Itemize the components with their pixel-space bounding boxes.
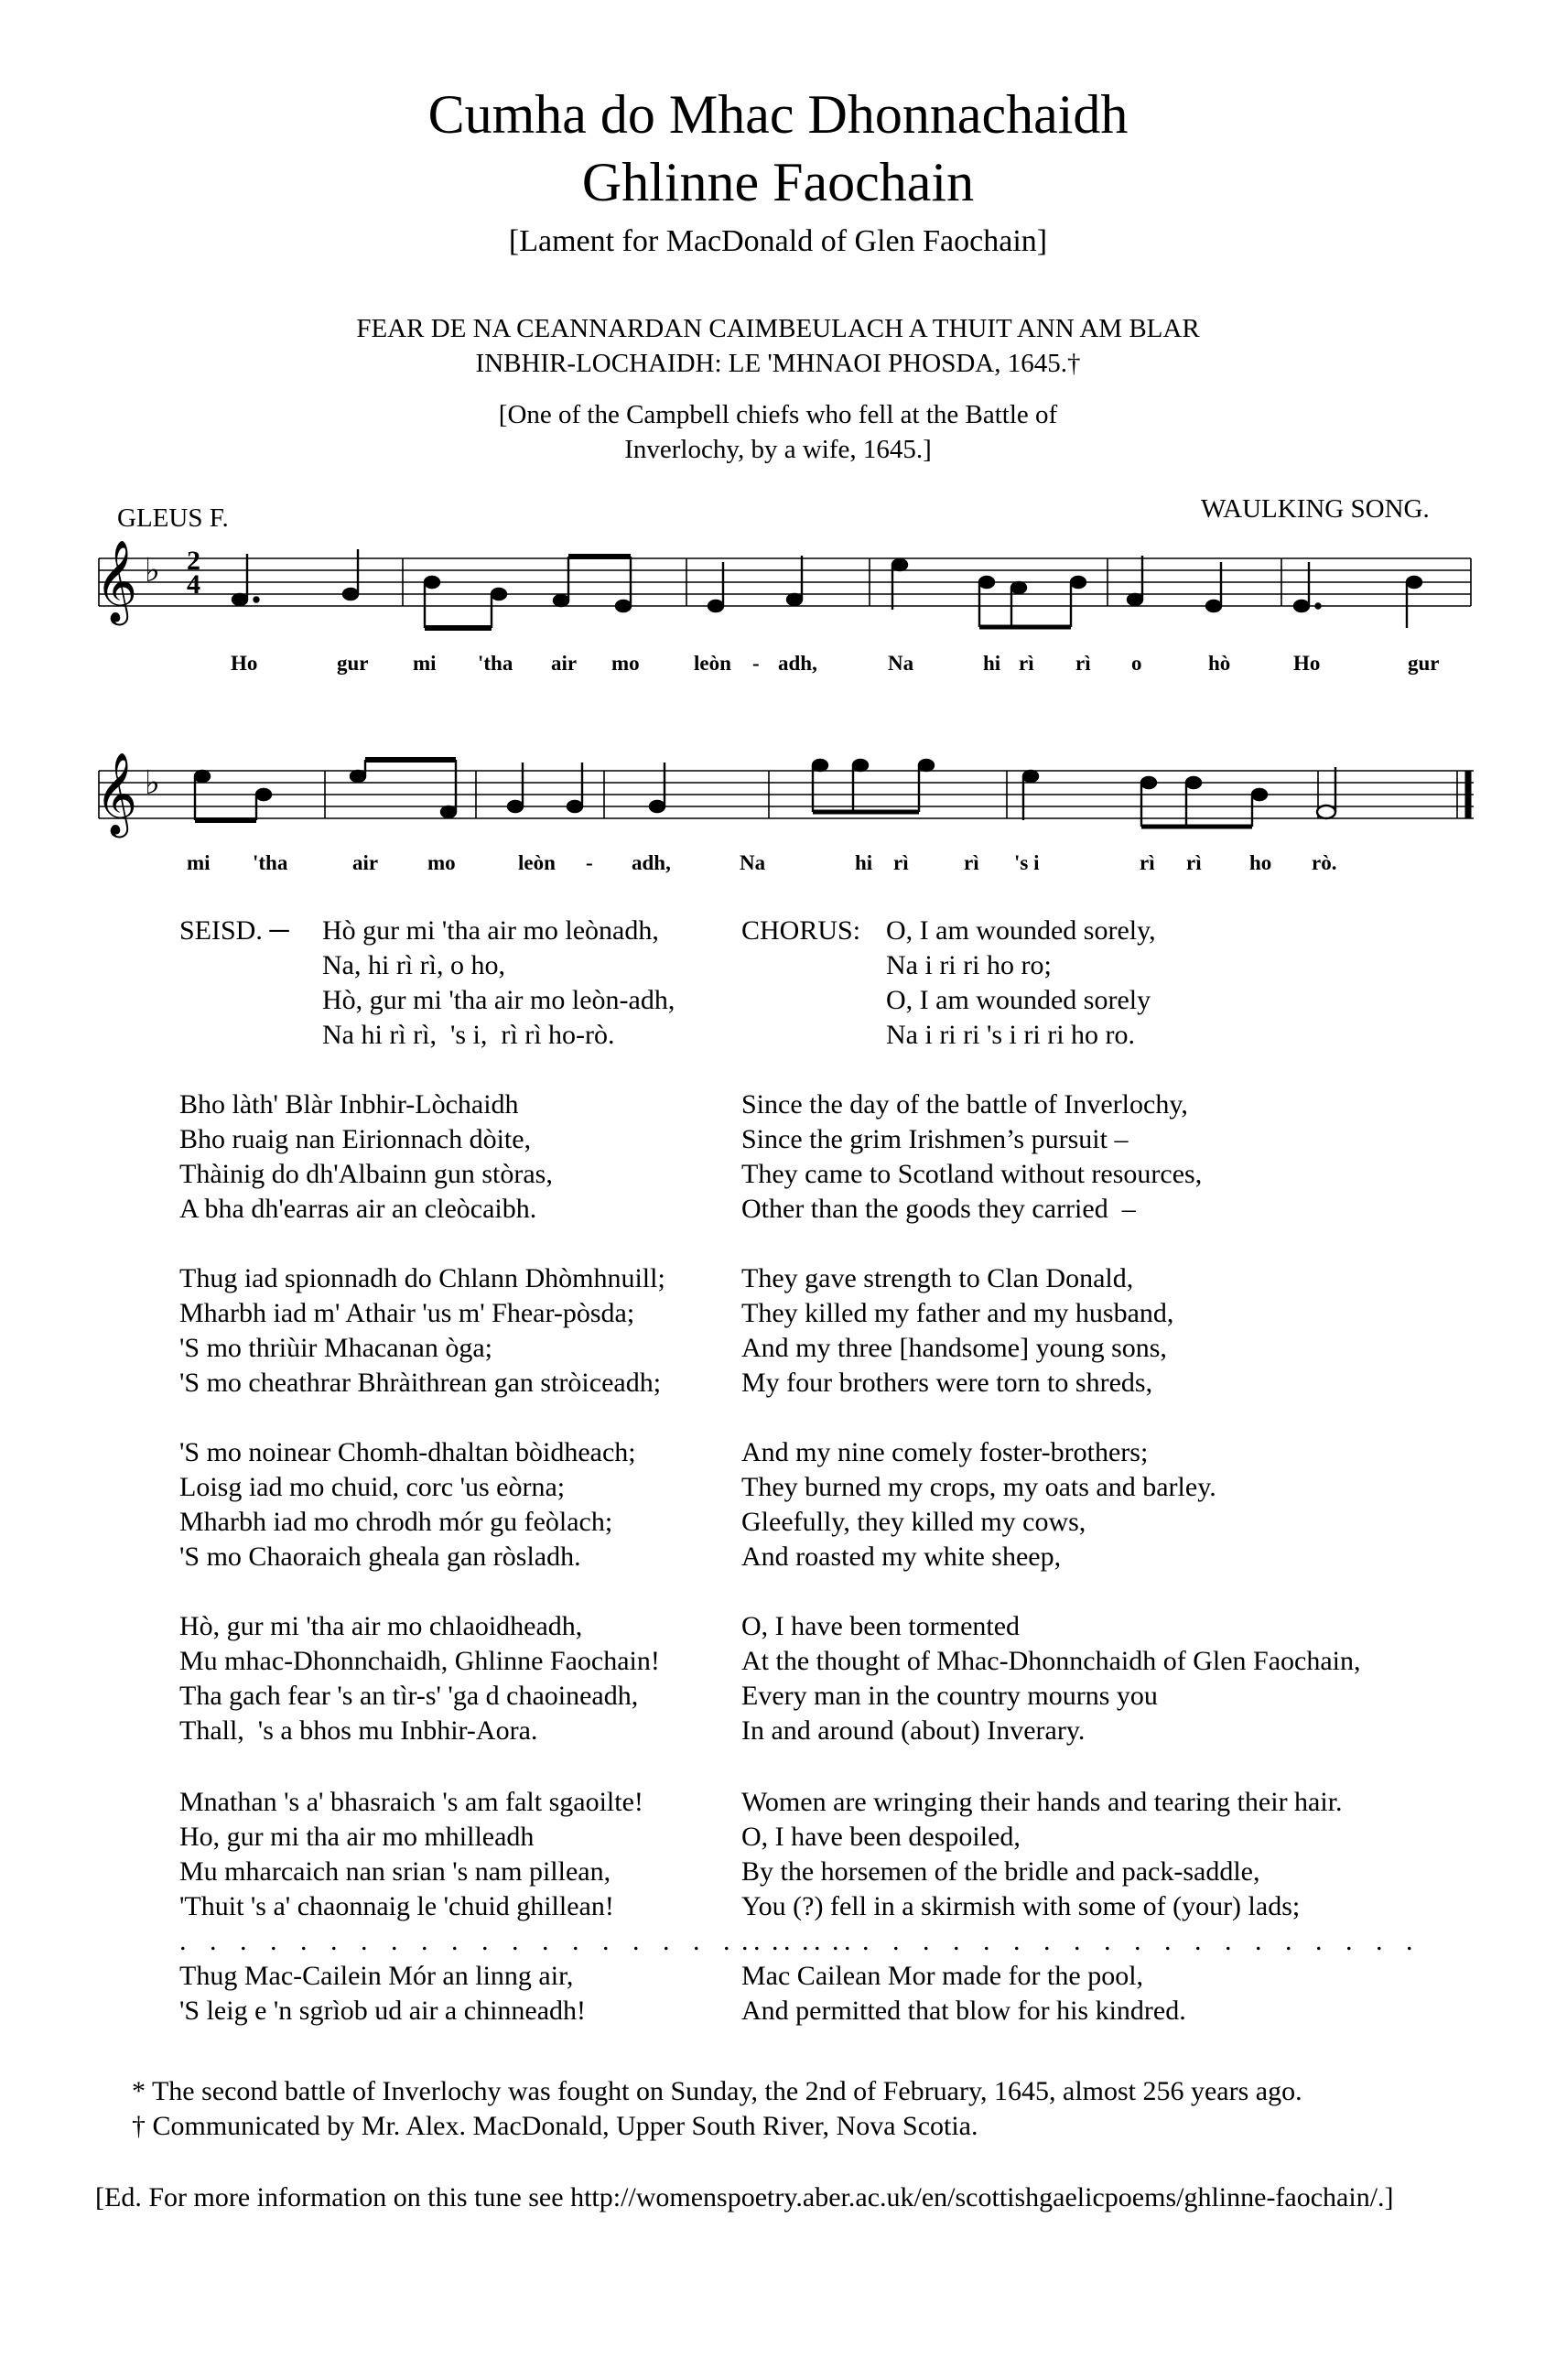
lyric-s2-9: rì <box>893 851 909 874</box>
final-verse-gaelic-line-2: 'S leig e 'n sgrìob ud air a chinneadh! <box>179 1996 587 2026</box>
lyric-s1-6: leòn <box>694 652 731 675</box>
ellipsis-english: . . . . . . . . . . . . . . . . . . . . . . . <box>741 1926 1421 1956</box>
ellipsis-gaelic: . . . . . . . . . . . . . . . . . . . . . . . <box>179 1926 859 1956</box>
chorus-english-line-2: Na i ri ri ho ro; <box>886 950 1052 980</box>
editor-note: [Ed. For more information on this tune see http://womenspoetry.aber.ac.uk/en/scottishgaelicpoems/ghlinne-faochain/.] <box>95 2182 1394 2212</box>
lyric-s1-11: rì <box>1019 652 1034 675</box>
verse-2-gaelic-line-3: 'S mo thriùir Mhacanan òga; <box>179 1333 492 1363</box>
chorus-gaelic-label: SEISD. ─ <box>179 915 289 946</box>
verse-1-gaelic-line-2: Bho ruaig nan Eirionnach dòite, <box>179 1124 532 1154</box>
lyric-s2-5: - <box>586 851 593 874</box>
verse-1-gaelic-line-4: A bha dh'earras air an cleòcaibh. <box>179 1194 537 1224</box>
verse-3-gaelic-line-3: Mharbh iad mo chrodh mór gu feòlach; <box>179 1507 613 1537</box>
subtitle-gaelic-line-1: FEAR DE NA CEANNARDAN CAIMBEULACH A THUIT ANN AM BLAR <box>356 314 1200 343</box>
verse-5-gaelic-line-4: 'Thuit 's a' chaonnaig le 'chuid ghillean! <box>179 1891 614 1921</box>
verse-4-english-line-3: Every man in the country mourns you <box>741 1681 1158 1711</box>
flat-icon: ♭ <box>145 552 160 590</box>
final-verse-english-line-2: And permitted that blow for his kindred. <box>741 1996 1186 2026</box>
verse-5-gaelic-line-2: Ho, gur mi tha air mo mhilleadh <box>179 1822 535 1852</box>
lyric-s1-3: 'tha <box>478 652 513 675</box>
verse-4-english-line-1: O, I have been tormented <box>741 1611 1021 1641</box>
lyric-s2-6: adh, <box>632 851 671 874</box>
verse-5-english-line-2: O, I have been despoiled, <box>741 1822 1021 1852</box>
lyric-s1-13: o <box>1131 652 1142 675</box>
verse-2-english-line-2: They killed my father and my husband, <box>741 1298 1174 1328</box>
lyric-s2-8: hi <box>855 851 873 874</box>
verse-4-gaelic-line-3: Tha gach fear 's an tìr-s' 'ga d chaoineadh, <box>179 1681 639 1711</box>
staff-2-notes <box>0 0 1556 915</box>
lyric-s1-14: hò <box>1208 652 1231 675</box>
chorus-gaelic-line-1: Hò gur mi 'tha air mo leònadh, <box>322 915 659 946</box>
chorus-english-label: CHORUS: <box>741 915 861 946</box>
verse-5-english-line-3: By the horsemen of the bridle and pack-saddle, <box>741 1856 1260 1887</box>
verse-2-gaelic-line-4: 'S mo cheathrar Bhràithrean gan stròiceadh; <box>179 1368 662 1398</box>
flat-icon-2: ♭ <box>145 764 160 802</box>
lyric-s1-15: Ho <box>1293 652 1321 675</box>
verse-4-english-line-4: In and around (about) Inverary. <box>741 1715 1086 1746</box>
time-sig-top: 2 <box>187 546 200 576</box>
verse-1-english-line-3: They came to Scotland without resources, <box>741 1159 1203 1189</box>
song-type-label: WAULKING SONG. <box>1201 494 1430 524</box>
subtitle-gaelic-line-2: INBHIR-LOCHAIDH: LE 'MHNAOI PHOSDA, 1645.† <box>475 349 1081 378</box>
final-verse-gaelic-line-1: Thug Mac-Cailein Mór an linng air, <box>179 1961 574 1991</box>
lyric-s2-14: ho <box>1249 851 1272 874</box>
lyric-s1-16: gur <box>1408 652 1440 675</box>
lyric-s2-7: Na <box>740 851 766 874</box>
verse-2-gaelic-line-2: Mharbh iad m' Athair 'us m' Fhear-pòsda; <box>179 1298 635 1328</box>
verse-1-gaelic-line-1: Bho làth' Blàr Inbhir-Lòchaidh <box>179 1089 519 1120</box>
lyric-s1-0: Ho <box>231 652 258 675</box>
lyric-s2-4: leòn <box>518 851 556 874</box>
verse-2-english-line-4: My four brothers were torn to shreds, <box>741 1368 1153 1398</box>
final-verse-english-line-1: Mac Cailean Mor made for the pool, <box>741 1961 1144 1991</box>
verse-3-english-line-4: And roasted my white sheep, <box>741 1542 1062 1572</box>
title-line-1: Cumha do Mhac Dhonnachaidh <box>427 84 1129 145</box>
subtitle-english-line-1: [One of the Campbell chiefs who fell at the Battle of <box>498 400 1058 429</box>
chorus-english-line-3: O, I am wounded sorely <box>886 985 1151 1015</box>
lyric-s1-2: mi <box>413 652 437 675</box>
verse-2-english-line-3: And my three [handsome] young sons, <box>741 1333 1167 1363</box>
footnote-2: † Communicated by Mr. Alex. MacDonald, Upper South River, Nova Scotia. <box>132 2111 978 2141</box>
lyric-s1-4: air <box>551 652 578 675</box>
verse-4-gaelic-line-2: Mu mhac-Dhonnchaidh, Ghlinne Faochain! <box>179 1646 660 1676</box>
lyric-s1-5: mo <box>611 652 640 675</box>
subtitle-english-line-2: Inverlochy, by a wife, 1645.] <box>624 435 932 464</box>
verse-3-english-line-2: They burned my crops, my oats and barley. <box>741 1472 1216 1502</box>
verse-5-english-line-1: Women are wringing their hands and tearing their hair. <box>741 1787 1343 1817</box>
verse-4-gaelic-line-1: Hò, gur mi 'tha air mo chlaoidheadh, <box>179 1611 583 1641</box>
verse-2-gaelic-line-1: Thug iad spionnadh do Chlann Dhòmhnuill; <box>179 1263 665 1293</box>
chorus-english-line-1: O, I am wounded sorely, <box>886 915 1156 946</box>
chorus-english-line-4: Na i ri ri 's i ri ri ho ro. <box>886 1020 1136 1050</box>
verse-4-gaelic-line-4: Thall, 's a bhos mu Inbhir-Aora. <box>179 1715 538 1746</box>
lyric-s2-11: 's i <box>1014 851 1040 874</box>
verse-3-english-line-3: Gleefully, they killed my cows, <box>741 1507 1086 1537</box>
lyric-s2-15: rò. <box>1312 851 1337 874</box>
treble-clef-icon-2: 𝄞 <box>95 752 138 835</box>
lyric-s2-12: rì <box>1140 851 1155 874</box>
verse-3-gaelic-line-2: Loisg iad mo chuid, corc 'us eòrna; <box>179 1472 566 1502</box>
verse-1-english-line-1: Since the day of the battle of Inverlochy, <box>741 1089 1188 1120</box>
key-label: GLEUS F. <box>117 503 229 533</box>
verse-1-english-line-4: Other than the goods they carried – <box>741 1194 1136 1224</box>
lyric-s1-8: adh, <box>778 652 817 675</box>
verse-5-gaelic-line-3: Mu mharcaich nan srian 's nam pillean, <box>179 1856 611 1887</box>
title-line-2: Ghlinne Faochain <box>581 152 975 212</box>
lyric-s2-3: mo <box>427 851 456 874</box>
treble-clef-icon: 𝄞 <box>95 540 138 622</box>
time-sig-bottom: 4 <box>187 569 200 600</box>
verse-1-english-line-2: Since the grim Irishmen’s pursuit – <box>741 1124 1129 1154</box>
lyric-s1-9: Na <box>888 652 914 675</box>
lyric-s2-1: 'tha <box>253 851 288 874</box>
verse-3-gaelic-line-1: 'S mo noinear Chomh-dhaltan bòidheach; <box>179 1437 636 1467</box>
lyric-s2-10: rì <box>964 851 979 874</box>
lyric-s2-0: mi <box>187 851 211 874</box>
chorus-gaelic-line-3: Hò, gur mi 'tha air mo leòn-adh, <box>322 985 675 1015</box>
verse-3-gaelic-line-4: 'S mo Chaoraich gheala gan ròsladh. <box>179 1542 581 1572</box>
lyric-s2-2: air <box>352 851 379 874</box>
verse-5-gaelic-line-1: Mnathan 's a' bhasraich 's am falt sgaoilte! <box>179 1787 643 1817</box>
footnote-1: * The second battle of Inverlochy was fought on Sunday, the 2nd of February, 1645, almost 256 years ago. <box>132 2076 1302 2106</box>
verse-3-english-line-1: And my nine comely foster-brothers; <box>741 1437 1149 1467</box>
title-translation: [Lament for MacDonald of Glen Faochain] <box>508 224 1048 258</box>
verse-1-gaelic-line-3: Thàinig do dh'Albainn gun stòras, <box>179 1159 553 1189</box>
lyric-s1-10: hi <box>983 652 1001 675</box>
lyric-s1-7: - <box>752 652 760 675</box>
chorus-gaelic-line-2: Na, hi rì rì, o ho, <box>322 950 505 980</box>
chorus-gaelic-line-4: Na hi rì rì, 's i, rì rì ho-rò. <box>322 1020 615 1050</box>
lyric-s1-12: rì <box>1075 652 1091 675</box>
verse-2-english-line-1: They gave strength to Clan Donald, <box>741 1263 1134 1293</box>
lyric-s1-1: gur <box>337 652 369 675</box>
lyric-s2-13: rì <box>1186 851 1202 874</box>
verse-5-english-line-4: You (?) fell in a skirmish with some of (your) lads; <box>741 1891 1301 1921</box>
verse-4-english-line-2: At the thought of Mhac-Dhonnchaidh of Glen Faochain, <box>741 1646 1361 1676</box>
